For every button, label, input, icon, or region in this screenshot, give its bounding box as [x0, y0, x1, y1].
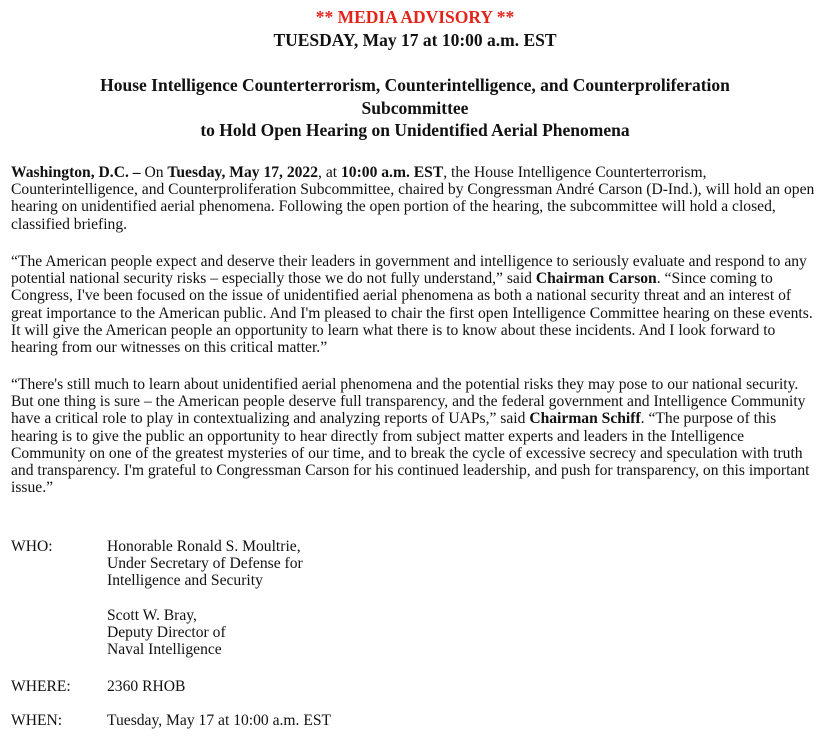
- where-label: WHERE:: [11, 678, 71, 695]
- carson-quote-paragraph: [11, 253, 816, 356]
- witness-2: [107, 607, 226, 659]
- schiff-speaker: Chairman Schiff: [529, 410, 641, 428]
- schiff-quote-paragraph: [11, 376, 816, 496]
- headline-line-3: to Hold Open Hearing on Unidentified Aerial Phenomena: [200, 120, 630, 140]
- witness-1: [107, 538, 303, 590]
- schiff-quote-text-2: . “The purpose of this hearing is to give the public an opportunity to hear directly from subject matter experts and leaders in the Intelligence Community on one of the greatest mysteries of our time, and to break the cycle of excessive secrecy and speculation with truth and transparency. I'm grateful to Congressman Carson for his continued leadership, and push for transparency, on this important issue.”: [11, 410, 810, 497]
- hearing-date: Tuesday, May 17, 2022: [167, 164, 319, 181]
- when-label: WHEN:: [11, 712, 63, 729]
- witness-1-line-2: Under Secretary of Defense for: [107, 555, 303, 573]
- headline: [0, 74, 830, 142]
- carson-quote-text-2: . “Since coming to Congress, I've been focused on the issue of unidentified aerial phenomena as both a national security threat and an interest of great importance to the American public. And I'm pleased to chair the first open Intelligence Committee hearing on these events. It will give the American people an opportunity to learn what there is to know about these incidents. And I look forward to hearing from our witnesses on this critical matter.”: [11, 270, 813, 357]
- headline-line-2: Subcommittee: [361, 97, 469, 118]
- who-label: WHO:: [11, 538, 53, 555]
- hearing-time: 10:00 a.m. EST: [340, 164, 444, 181]
- where-value: 2360 RHOB: [107, 678, 186, 695]
- dateline: Washington, D.C. –: [11, 164, 141, 181]
- headline-line-1: House Intelligence Counterterrorism, Counterintelligence, and Counterproliferation: [100, 75, 730, 95]
- carson-speaker: Chairman Carson: [535, 270, 657, 288]
- media-advisory-banner: ** MEDIA ADVISORY **: [315, 7, 515, 27]
- when-value: Tuesday, May 17 at 10:00 a.m. EST: [107, 712, 332, 729]
- intro-text-1: On: [140, 164, 168, 181]
- witness-2-line-2: Deputy Director of: [107, 624, 226, 642]
- witness-2-line-1: Scott W. Bray,: [107, 607, 197, 624]
- witness-1-line-3: Intelligence and Security: [107, 572, 263, 590]
- advisory-date: TUESDAY, May 17 at 10:00 a.m. EST: [273, 30, 557, 50]
- intro-text-2: , at: [318, 164, 341, 181]
- witness-1-line-1: Honorable Ronald S. Moultrie,: [107, 538, 301, 555]
- carson-quote-text-1: “The American people expect and deserve their leaders in government and intelligence to seriously evaluate and respond to any potential national security risks – especially those we do not fully understand,” said: [11, 253, 807, 288]
- intro-text-3: , the House Intelligence Counterterrorism, Counterintelligence, and Counterproliferation Subcommittee, chaired by Congressman André Carson (D-Ind.), will hold an open hearing on unidentified aerial phenomena. Following the open portion of the hearing, the subcommittee will hold a closed, classified briefing.: [11, 164, 815, 233]
- intro-paragraph: [11, 164, 816, 233]
- witness-2-line-3: Naval Intelligence: [107, 641, 222, 659]
- schiff-quote-text-1: “There's still much to learn about unidentified aerial phenomena and the potential risks they may pose to our national security. But one thing is sure – the American people deserve full transparency, and the federal government and Intelligence Community have a critical role to play in contextualizing and analyzing reports of UAPs,” said: [11, 376, 806, 428]
